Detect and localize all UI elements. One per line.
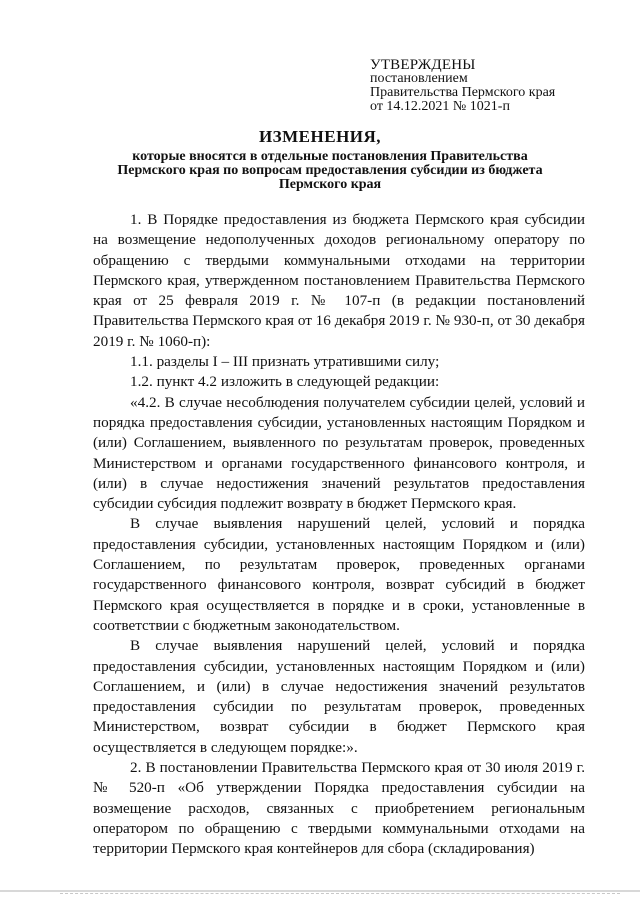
document-title: ИЗМЕНЕНИЯ, [258, 127, 382, 146]
paragraph-1-1: 1.1. разделы I – III признать утратившими силу; [130, 353, 440, 371]
paragraph-4-2: «4.2. В случае несоблюдения получателем субсидии целей, условий и порядка предоставления субсидии, установленных настоящим Порядком и (или) Соглашением, выявленного по результатам проверок, проведенных Министерством и органами государственного финансового контроля, и (или) в случае недостижения значений результатов предоставления субсидии субсидия подлежит возврату в бюджет Пермского края. [93, 393, 585, 513]
approval-heading: УТВЕРЖДЕНЫ [370, 57, 476, 73]
paragraph-1-2: 1.2. пункт 4.2 изложить в следующей редакции: [130, 373, 440, 391]
document-subtitle: которые вносятся в отдельные постановления Правительства Пермского края по вопросам предоставления субсидии из бюджета Пермского края [117, 149, 543, 192]
paragraph-violations-2: В случае выявления нарушений целей, условий и порядка предоставления субсидии, установленных настоящим Порядком и (или) Соглашением, и (или) в случае недостижения значений результатов предоставления субсидии по результатам проверок, проведенных Министерством, возврат субсидии в бюджет Пермского края осуществляется в следующем порядке:». [93, 637, 585, 756]
approval-stamp [370, 58, 555, 114]
paragraph-2: 2. В постановлении Правительства Пермского края от 30 июля 2019 г. № 520-п «Об утверждении Порядка предоставления субсидии на возмещение расходов, связанных с приобретением региональным оператором по обращению с твердыми коммунальными отходами на территории Пермского края контейнеров для сбора (складирования) [93, 759, 585, 858]
approval-line-1: постановлением [370, 71, 468, 86]
approval-line-2: Правительства Пермского края [370, 85, 556, 100]
document-body [93, 210, 585, 860]
scan-edge-line [0, 890, 640, 892]
paragraph-violations-1: В случае выявления нарушений целей, условий и порядка предоставления субсидии, установленных настоящим Порядком и (или) Соглашением, по результатам проверок, проведенных органами государственного финансового контроля, возврат субсидий в бюджет Пермского края осуществляется в порядке и в сроки, установленные в соответствии с бюджетным законодательством. [93, 515, 585, 634]
approval-line-3: от 14.12.2021 № 1021-п [370, 99, 510, 114]
paragraph-1: 1. В Порядке предоставления из бюджета Пермского края субсидии на возмещение недополученных доходов региональному оператору по обращению с твердыми коммунальными отходами на территории Пермского края, утвержденном постановлением Правительства Пермского края от 25 февраля 2019 г. № 107-п (в редакции постановлений Правительства Пермского края от 16 декабря 2019 г. № 930-п, от 30 декабря 2019 г. № 1060-п): [93, 211, 585, 350]
scan-edge-dots [60, 893, 620, 904]
